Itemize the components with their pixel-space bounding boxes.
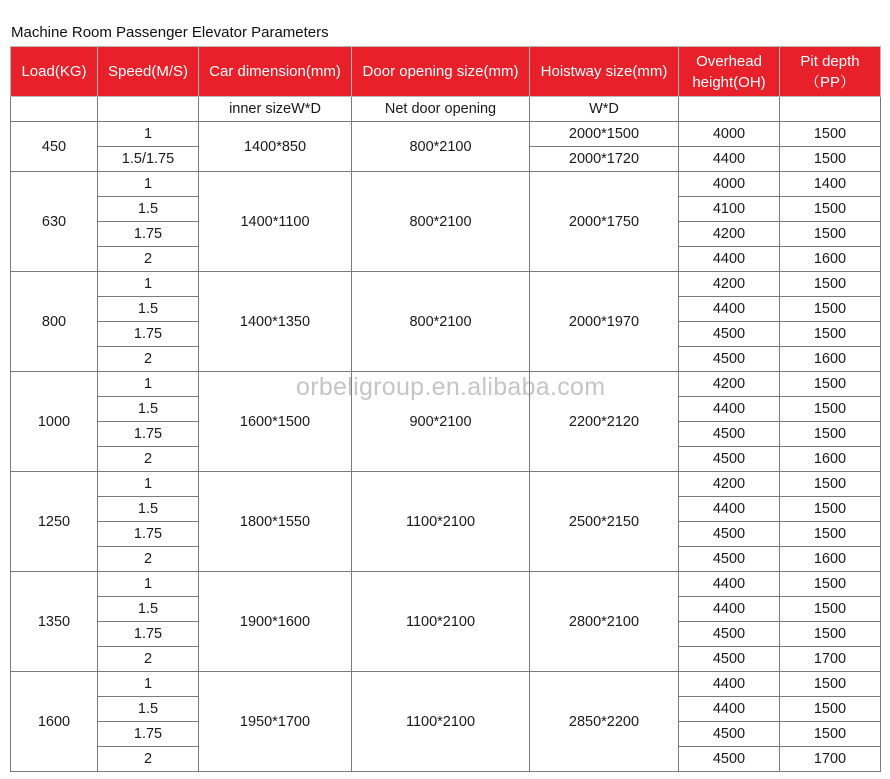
hoistway-cell: 2200*2120: [530, 372, 679, 472]
subheader-row: [11, 97, 881, 122]
car-dimension-cell: 1950*1700: [199, 672, 352, 772]
header-row: [11, 47, 881, 97]
hoistway-cell: 2800*2100: [530, 572, 679, 672]
speed-cell: 1.5/1.75: [98, 147, 199, 172]
load-cell: 1000: [11, 372, 98, 472]
table-row: [11, 472, 881, 497]
hoistway-cell: 2000*1970: [530, 272, 679, 372]
overhead-cell: 4200: [679, 372, 780, 397]
speed-cell: 1.75: [98, 522, 199, 547]
speed-cell: 1.5: [98, 197, 199, 222]
overhead-cell: 4200: [679, 272, 780, 297]
pit-depth-cell: 1500: [780, 597, 881, 622]
pit-depth-cell: 1500: [780, 522, 881, 547]
pit-depth-cell: 1500: [780, 122, 881, 147]
speed-cell: 1: [98, 672, 199, 697]
car-dimension-cell: 1400*1350: [199, 272, 352, 372]
table-row: [11, 122, 881, 147]
elevator-parameters-table: [10, 46, 881, 772]
overhead-cell: 4500: [679, 622, 780, 647]
speed-cell: 2: [98, 447, 199, 472]
car-dimension-cell: 1400*850: [199, 122, 352, 172]
speed-cell: 1: [98, 172, 199, 197]
pit-depth-cell: 1500: [780, 372, 881, 397]
car-dimension-cell: 1400*1100: [199, 172, 352, 272]
door-opening-cell: 800*2100: [352, 122, 530, 172]
load-cell: 1250: [11, 472, 98, 572]
speed-cell: 1.75: [98, 722, 199, 747]
overhead-cell: 4500: [679, 347, 780, 372]
load-cell: 800: [11, 272, 98, 372]
overhead-cell: 4500: [679, 747, 780, 772]
speed-cell: 1.5: [98, 397, 199, 422]
speed-cell: 1: [98, 122, 199, 147]
header-pit-depth: Pit depth （PP）: [780, 47, 881, 97]
pit-depth-cell: 1600: [780, 347, 881, 372]
overhead-cell: 4400: [679, 597, 780, 622]
overhead-cell: 4000: [679, 172, 780, 197]
speed-cell: 1.75: [98, 322, 199, 347]
table-row: [11, 672, 881, 697]
hoistway-cell: 2000*1750: [530, 172, 679, 272]
pit-depth-cell: 1500: [780, 197, 881, 222]
table-row: [11, 572, 881, 597]
load-cell: 630: [11, 172, 98, 272]
pit-depth-cell: 1600: [780, 447, 881, 472]
overhead-cell: 4400: [679, 697, 780, 722]
door-opening-cell: 1100*2100: [352, 472, 530, 572]
car-dimension-cell: 1900*1600: [199, 572, 352, 672]
overhead-cell: 4400: [679, 672, 780, 697]
header-load: Load(KG): [11, 47, 98, 97]
speed-cell: 2: [98, 547, 199, 572]
subheader-speed: [98, 97, 199, 122]
speed-cell: 1: [98, 572, 199, 597]
page-title: Machine Room Passenger Elevator Parameters: [11, 24, 329, 41]
overhead-cell: 4000: [679, 122, 780, 147]
speed-cell: 2: [98, 647, 199, 672]
door-opening-cell: 1100*2100: [352, 672, 530, 772]
speed-cell: 1.75: [98, 622, 199, 647]
overhead-cell: 4500: [679, 722, 780, 747]
overhead-cell: 4200: [679, 222, 780, 247]
overhead-cell: 4500: [679, 547, 780, 572]
subheader-door: Net door opening: [352, 97, 530, 122]
pit-depth-cell: 1600: [780, 547, 881, 572]
speed-cell: 1: [98, 372, 199, 397]
header-hoistway: Hoistway size(mm): [530, 47, 679, 97]
overhead-cell: 4400: [679, 397, 780, 422]
header-speed: Speed(M/S): [98, 47, 199, 97]
overhead-cell: 4500: [679, 422, 780, 447]
pit-depth-cell: 1500: [780, 672, 881, 697]
door-opening-cell: 800*2100: [352, 272, 530, 372]
door-opening-cell: 1100*2100: [352, 572, 530, 672]
pit-depth-cell: 1500: [780, 397, 881, 422]
pit-depth-cell: 1500: [780, 697, 881, 722]
header-door-opening: Door opening size(mm): [352, 47, 530, 97]
hoistway-cell: 2500*2150: [530, 472, 679, 572]
hoistway-cell: 2000*1720: [530, 147, 679, 172]
overhead-cell: 4500: [679, 647, 780, 672]
overhead-cell: 4400: [679, 497, 780, 522]
overhead-cell: 4400: [679, 297, 780, 322]
pit-depth-cell: 1500: [780, 497, 881, 522]
speed-cell: 1.75: [98, 222, 199, 247]
watermark: orbeligroup.en.alibaba.com: [296, 373, 606, 401]
overhead-cell: 4200: [679, 472, 780, 497]
header-car-dimension: Car dimension(mm): [199, 47, 352, 97]
speed-cell: 2: [98, 247, 199, 272]
hoistway-cell: 2000*1500: [530, 122, 679, 147]
load-cell: 1600: [11, 672, 98, 772]
pit-depth-cell: 1500: [780, 472, 881, 497]
pit-depth-cell: 1700: [780, 747, 881, 772]
speed-cell: 2: [98, 747, 199, 772]
pit-depth-cell: 1500: [780, 722, 881, 747]
pit-depth-cell: 1500: [780, 572, 881, 597]
speed-cell: 1: [98, 272, 199, 297]
overhead-cell: 4100: [679, 197, 780, 222]
speed-cell: 1.75: [98, 422, 199, 447]
speed-cell: 1: [98, 472, 199, 497]
overhead-cell: 4500: [679, 447, 780, 472]
subheader-pit: [780, 97, 881, 122]
header-overhead: Overhead height(OH): [679, 47, 780, 97]
table-row: [11, 372, 881, 397]
pit-depth-cell: 1700: [780, 647, 881, 672]
car-dimension-cell: 1600*1500: [199, 372, 352, 472]
pit-depth-cell: 1500: [780, 297, 881, 322]
overhead-cell: 4500: [679, 522, 780, 547]
pit-depth-cell: 1500: [780, 222, 881, 247]
pit-depth-cell: 1600: [780, 247, 881, 272]
load-cell: 1350: [11, 572, 98, 672]
pit-depth-cell: 1500: [780, 147, 881, 172]
subheader-car: inner sizeW*D: [199, 97, 352, 122]
car-dimension-cell: 1800*1550: [199, 472, 352, 572]
subheader-hoistway: W*D: [530, 97, 679, 122]
speed-cell: 1.5: [98, 597, 199, 622]
pit-depth-cell: 1500: [780, 622, 881, 647]
speed-cell: 2: [98, 347, 199, 372]
table-row: [11, 272, 881, 297]
speed-cell: 1.5: [98, 497, 199, 522]
load-cell: 450: [11, 122, 98, 172]
speed-cell: 1.5: [98, 697, 199, 722]
speed-cell: 1.5: [98, 297, 199, 322]
overhead-cell: 4400: [679, 247, 780, 272]
table-row: [11, 172, 881, 197]
door-opening-cell: 900*2100: [352, 372, 530, 472]
subheader-overhead: [679, 97, 780, 122]
subheader-load: [11, 97, 98, 122]
overhead-cell: 4500: [679, 322, 780, 347]
overhead-cell: 4400: [679, 572, 780, 597]
overhead-cell: 4400: [679, 147, 780, 172]
pit-depth-cell: 1500: [780, 322, 881, 347]
pit-depth-cell: 1400: [780, 172, 881, 197]
pit-depth-cell: 1500: [780, 272, 881, 297]
door-opening-cell: 800*2100: [352, 172, 530, 272]
pit-depth-cell: 1500: [780, 422, 881, 447]
hoistway-cell: 2850*2200: [530, 672, 679, 772]
